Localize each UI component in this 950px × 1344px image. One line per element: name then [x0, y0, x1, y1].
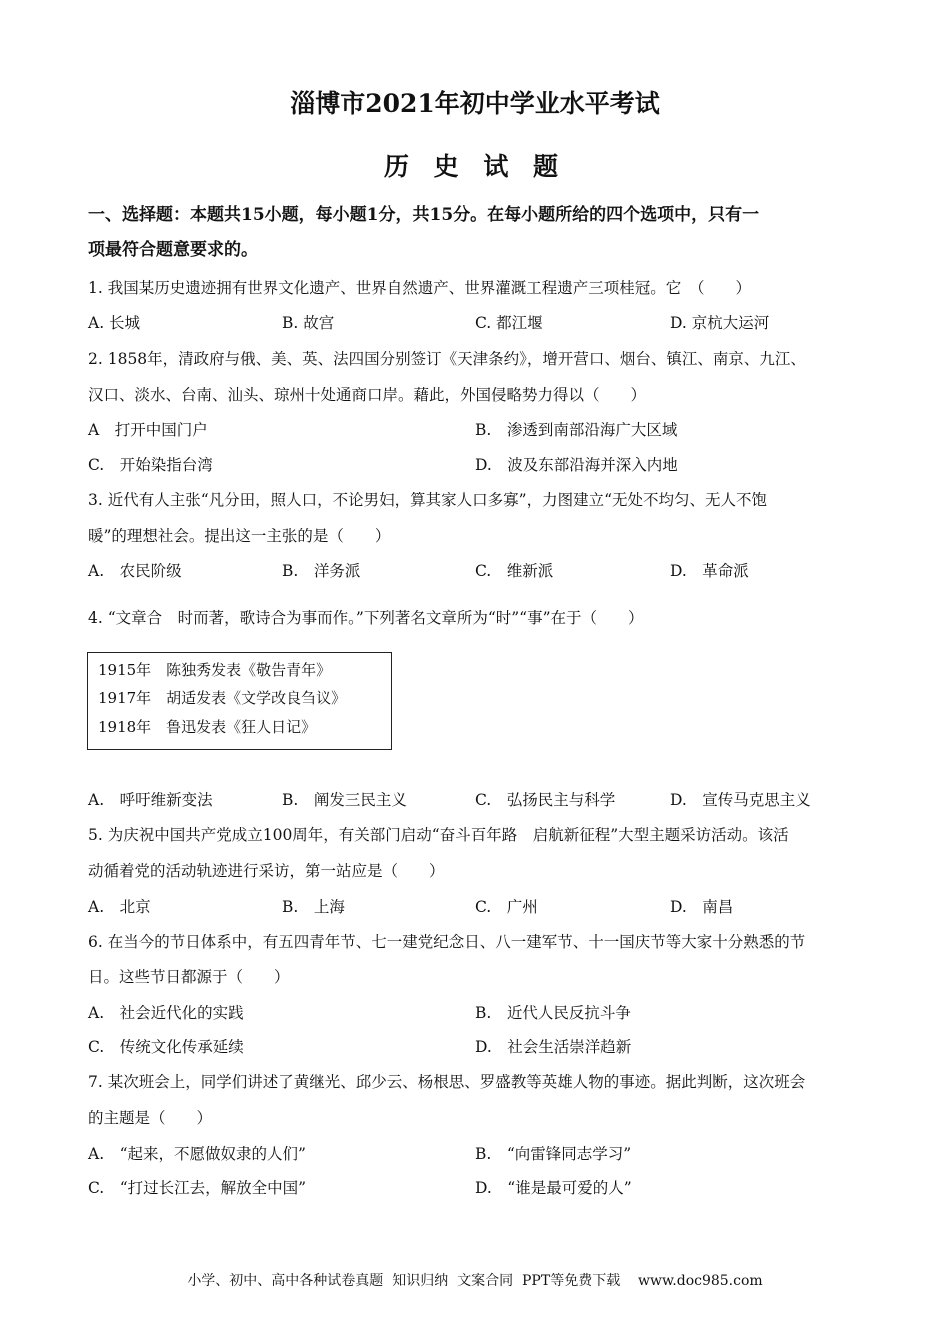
- question-3-option-a: A. 农民阶级: [88, 562, 182, 580]
- question-7-option-b: B. “向雷锋同志学习”: [475, 1145, 632, 1163]
- question-7-option-a: A. “起来，不愿做奴隶的人们”: [88, 1145, 306, 1163]
- section-instructions-line1: 一、选择题：本题共15小题，每小题1分，共15分。在每小题所给的四个选项中，只有一: [88, 205, 760, 225]
- question-1-option-c: C. 都江堰: [475, 314, 543, 332]
- question-1-option-d: D. 京杭大运河: [670, 314, 770, 332]
- question-3-stem-line1: 3. 近代有人主张“凡分田，照人口，不论男妇，算其家人口多寡”，力图建立“无处不均匀、无人不饱: [88, 491, 767, 509]
- question-6-option-c: C. 传统文化传承延续: [88, 1038, 244, 1056]
- question-2-option-b: B. 渗透到南部沿海广大区域: [475, 421, 678, 439]
- question-4-option-a: A. 呼吁维新变法: [88, 791, 213, 809]
- question-5-option-d: D. 南昌: [670, 898, 734, 916]
- question-2-stem-line2: 汉口、淡水、台南、汕头、琼州十处通商口岸。藉此，外国侵略势力得以（ ）: [88, 386, 647, 404]
- question-6-option-a: A. 社会近代化的实践: [88, 1004, 244, 1022]
- section-instructions-line2: 项最符合题意要求的。: [88, 240, 258, 260]
- material-line-1917: 1917年 胡适发表《文学改良刍议》: [98, 689, 347, 707]
- question-4-option-d: D. 宣传马克思主义: [670, 791, 811, 809]
- material-line-1918: 1918年 鲁迅发表《狂人日记》: [98, 718, 317, 736]
- question-4-option-c: C. 弘扬民主与科学: [475, 791, 616, 809]
- question-1-option-b: B. 故宫: [282, 314, 335, 332]
- question-1-option-a: A. 长城: [88, 314, 141, 332]
- question-3-option-b: B. 洋务派: [282, 562, 361, 580]
- question-5-stem-line2: 动循着党的活动轨迹进行采访，第一站应是（ ）: [88, 862, 445, 880]
- material-line-1915: 1915年 陈独秀发表《敬告青年》: [98, 661, 332, 679]
- question-7-stem-line2: 的主题是（ ）: [88, 1109, 213, 1127]
- question-2-stem-line1: 2. 1858年，清政府与俄、美、英、法四国分别签订《天津条约》，增开营口、烟台、镇江、南京、九江、: [88, 350, 806, 368]
- exam-title: 淄博市2021年初中学业水平考试: [290, 89, 660, 118]
- question-5-option-a: A. 北京: [88, 898, 151, 916]
- question-6-stem-line2: 日。这些节日都源于（ ）: [88, 968, 290, 986]
- exam-subtitle: 历 史 试 题: [383, 152, 567, 181]
- question-7-option-d: D. “谁是最可爱的人”: [475, 1179, 632, 1197]
- question-6-stem-line1: 6. 在当今的节日体系中，有五四青年节、七一建党纪念日、八一建军节、十一国庆节等大家十分熟悉的节: [88, 933, 806, 951]
- question-7-option-c: C. “打过长江去，解放全中国”: [88, 1179, 307, 1197]
- question-2-option-a: A 打开中国门户: [88, 421, 208, 439]
- question-4-stem: 4. “文章合 时而著，歌诗合为事而作。”下列著名文章所为“时”“事”在于（ ）: [88, 609, 644, 627]
- question-2-option-d: D. 波及东部沿海并深入内地: [475, 456, 678, 474]
- question-5-option-b: B. 上海: [282, 898, 345, 916]
- question-1-stem: 1. 我国某历史遗迹拥有世界文化遗产、世界自然遗产、世界灌溉工程遗产三项桂冠。它 （ ）: [88, 279, 751, 297]
- question-7-stem-line1: 7. 某次班会上，同学们讲述了黄继光、邱少云、杨根思、罗盛教等英雄人物的事迹。据此判断，这次班会: [88, 1073, 806, 1091]
- question-4-material-box: [87, 652, 392, 750]
- question-5-option-c: C. 广州: [475, 898, 538, 916]
- question-5-stem-line1: 5. 为庆祝中国共产党成立100周年，有关部门启动“奋斗百年路 启航新征程”大型主题采访活动。该活: [88, 826, 789, 844]
- question-3-option-c: C. 维新派: [475, 562, 554, 580]
- question-6-option-b: B. 近代人民反抗斗争: [475, 1004, 631, 1022]
- page-footer: 小学、初中、高中各种试卷真题 知识归纳 文案合同 PPT等免费下载 www.doc985.com: [187, 1273, 763, 1289]
- question-4-option-b: B. 阐发三民主义: [282, 791, 407, 809]
- question-2-option-c: C. 开始染指台湾: [88, 456, 213, 474]
- question-3-option-d: D. 革命派: [670, 562, 749, 580]
- question-6-option-d: D. 社会生活崇洋趋新: [475, 1038, 632, 1056]
- question-3-stem-line2: 暖”的理想社会。提出这一主张的是（ ）: [88, 527, 391, 545]
